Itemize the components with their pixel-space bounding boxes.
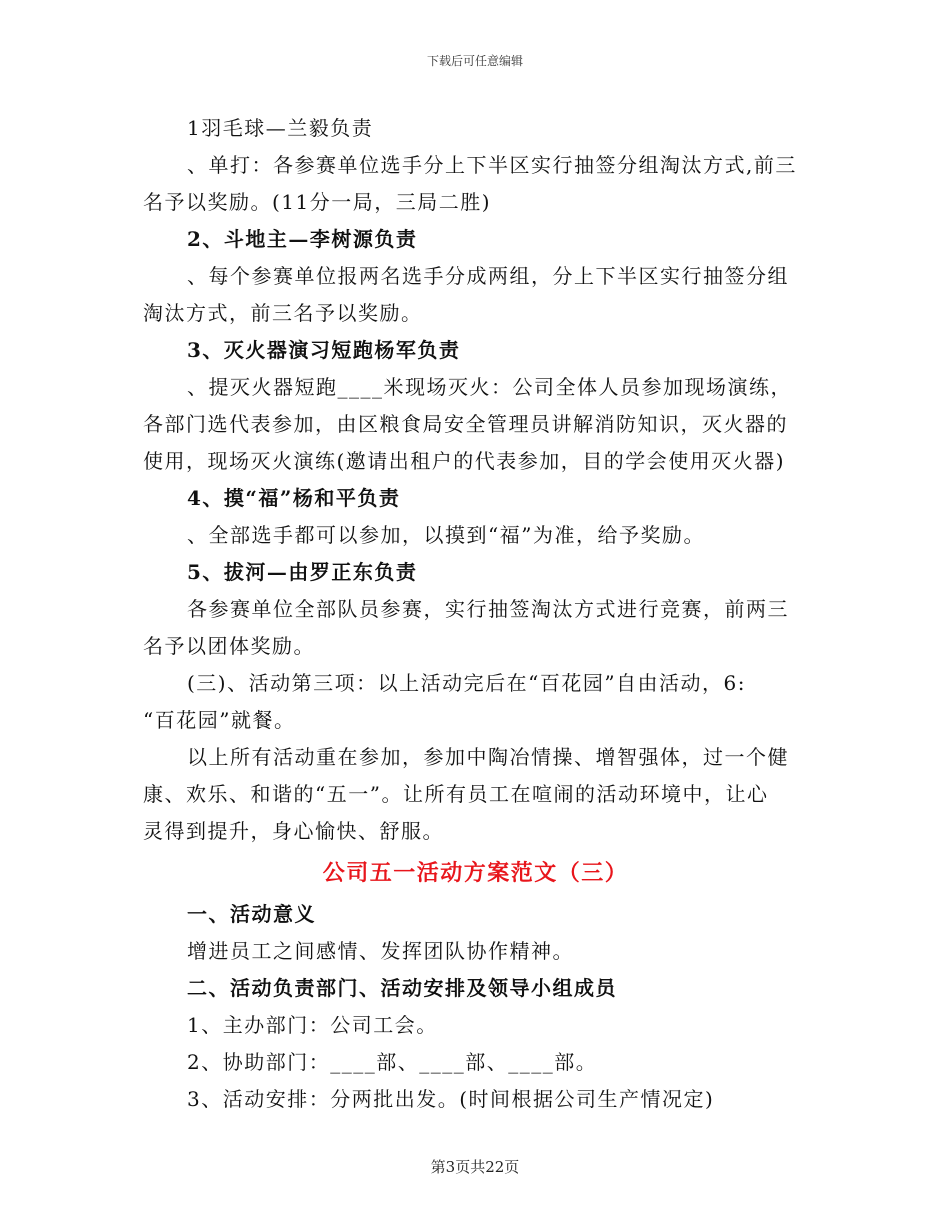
paragraph-line: (三)、活动第三项：以上活动完后在“百花园”自由活动，6:	[187, 671, 747, 695]
item-doudizhu-title: 2、斗地主—李树源负责	[187, 227, 418, 251]
page-footer: 第3页共22页	[430, 1158, 520, 1176]
document-body	[143, 110, 808, 1118]
paragraph-line: 名予以团体奖励。	[143, 634, 315, 658]
subheading-departments: 二、活动负责部门、活动安排及领导小组成员	[187, 976, 617, 1000]
item-tug-of-war-title: 5、拔河—由罗正东负责	[187, 560, 418, 584]
item-fu-title: 4、摸“福”杨和平负责	[187, 486, 401, 510]
paragraph-line: 、全部选手都可以参加，以摸到“福”为准，给予奖励。	[187, 523, 705, 547]
paragraph-line: 使用，现场灭火演练(邀请出租户的代表参加，目的学会使用灭火器)	[143, 449, 786, 473]
page-header: 下载后可任意编辑	[426, 54, 523, 68]
paragraph-line: “百花园”就餐。	[143, 708, 296, 732]
paragraph-line: 、每个参赛单位报两名选手分成两组，分上下半区实行抽签分组	[187, 264, 789, 288]
paragraph-line: 、单打：各参赛单位选手分上下半区实行抽签分组淘汰方式,前三	[187, 153, 797, 177]
section-title: 公司五一活动方案范文（三）	[322, 860, 629, 886]
item-extinguisher-title: 3、灭火器演习短跑杨军负责	[187, 338, 461, 362]
paragraph-line: 名予以奖励。(11分一局，三局二胜)	[143, 190, 492, 214]
paragraph-line: 增进员工之间感情、发挥团队协作精神。	[187, 939, 574, 963]
paragraph-line: 灵得到提升，身心愉快、舒服。	[143, 819, 444, 843]
paragraph-line: 淘汰方式，前三名予以奖励。	[143, 301, 423, 325]
subheading-purpose: 一、活动意义	[187, 902, 316, 926]
paragraph-line: 、提灭火器短跑____米现场灭火：公司全体人员参加现场演练，	[187, 375, 792, 399]
paragraph-line: 各部门选代表参加，由区粮食局安全管理员讲解消防知识，灭火器的	[143, 412, 788, 436]
paragraph-line: 以上所有活动重在参加，参加中陶冶情操、增智强体，过一个健	[187, 745, 789, 769]
paragraph-line: 各参赛单位全部队员参赛，实行抽签淘汰方式进行竞赛，前两三	[187, 597, 789, 621]
item-badminton-title: 1羽毛球—兰毅负责	[187, 116, 374, 140]
paragraph-line: 3、活动安排：分两批出发。(时间根据公司生产情况定)	[187, 1087, 715, 1111]
paragraph-line: 康、欢乐、和谐的“五一”。让所有员工在喧闹的活动环境中，让心	[143, 782, 769, 806]
paragraph-line: 2、协助部门：____部、____部、____部。	[187, 1050, 598, 1074]
paragraph-line: 1、主办部门：公司工会。	[187, 1013, 438, 1037]
